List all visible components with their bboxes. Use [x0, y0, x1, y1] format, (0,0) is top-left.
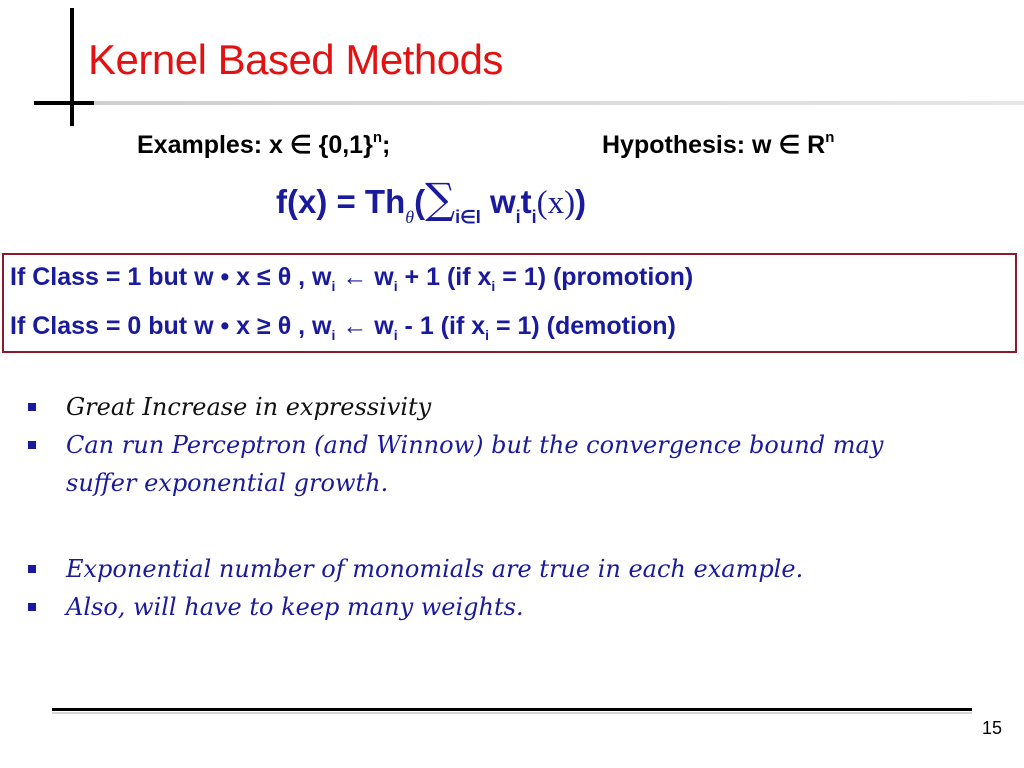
formula-t: t [520, 183, 532, 220]
bullet-text: Also, will have to keep many weights. [66, 593, 524, 621]
bullet-text: Great Increase in expressivity [66, 393, 432, 421]
bullet-item [28, 588, 978, 626]
demotion-rule-label: = 1) (demotion) [489, 312, 676, 340]
hypothesis-colon: : [736, 131, 746, 159]
square-bullet-icon [28, 603, 36, 611]
update-rules-box [2, 253, 1017, 353]
formula-lhs: f(x) = Th [276, 183, 406, 220]
examples-colon: : [253, 131, 263, 159]
title-horizontal-rule-light [94, 101, 1024, 105]
demotion-rule-update: ← w [335, 312, 394, 340]
formula-close-paren: ) [575, 183, 587, 220]
formula-t-index: i [531, 207, 537, 227]
formula-open-paren: ( [414, 183, 426, 220]
square-bullet-icon [28, 441, 36, 449]
hypothesis-label: Hypothesis [602, 131, 737, 159]
demotion-rule-decrement: - 1 (if x [397, 312, 486, 340]
promotion-rule-increment: + 1 (if x [397, 263, 492, 291]
kernel-formula [276, 174, 586, 228]
examples-label: Examples [137, 131, 254, 159]
formula-argument: (x) [536, 185, 576, 221]
summation-symbol: ∑ [425, 174, 456, 223]
square-bullet-icon [28, 403, 36, 411]
demotion-rule-sub-a: i [331, 327, 336, 343]
formula-theta: θ [405, 207, 415, 227]
page-number: 15 [982, 718, 1003, 738]
demotion-rule-sub-b: i [393, 327, 398, 343]
hypothesis-superscript: n [825, 129, 835, 146]
footer-rule [52, 708, 972, 711]
promotion-rule-condition: If Class = 1 but w • x ≤ θ , w [10, 263, 332, 291]
slide-title: Kernel Based Methods [88, 36, 503, 83]
examples-superscript: n [372, 129, 382, 146]
promotion-rule-sub-c: i [491, 278, 496, 294]
promotion-rule-update: ← w [335, 263, 394, 291]
promotion-rule-sub-a: i [331, 278, 336, 294]
title-horizontal-rule-dark [34, 101, 94, 105]
bullet-text: Can run Perceptron (and Winnow) but the convergence bound may suffer exponential growth. [66, 431, 884, 497]
demotion-rule-sub-c: i [485, 327, 490, 343]
bullet-text: Exponential number of monomials are true in each example. [66, 555, 804, 583]
summation-index: i∈I [455, 207, 481, 227]
examples-definition [137, 130, 390, 160]
promotion-rule [10, 263, 693, 294]
bullet-item [28, 388, 978, 426]
title-vertical-rule [70, 8, 74, 126]
bullet-item [28, 550, 978, 588]
bullet-item [28, 426, 906, 502]
examples-expression: x ∈ {0,1} [269, 131, 373, 159]
square-bullet-icon [28, 565, 36, 573]
hypothesis-expression: w ∈ R [752, 131, 826, 159]
promotion-rule-label: = 1) (promotion) [495, 263, 694, 291]
hypothesis-definition [602, 130, 834, 160]
formula-w-index: i [515, 207, 521, 227]
bullet-list [28, 388, 978, 626]
formula-w: w [489, 183, 516, 220]
examples-semicolon: ; [382, 131, 391, 159]
promotion-rule-sub-b: i [393, 278, 398, 294]
footer-rule-shadow [52, 712, 972, 714]
demotion-rule [10, 312, 676, 343]
demotion-rule-condition: If Class = 0 but w • x ≥ θ , w [10, 312, 332, 340]
